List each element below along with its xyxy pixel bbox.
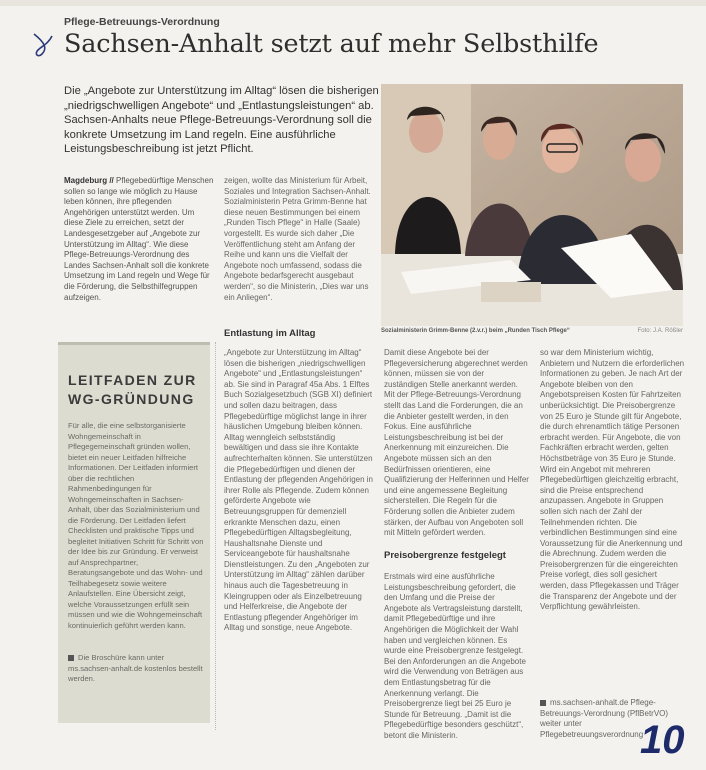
subheading-entlastung: Entlastung im Alltag xyxy=(224,328,316,339)
column-4-body: so war dem Ministerium wichtig, Anbietern und Nutzern die erforderlichen Informationen zu geben. Je nach Art der Angebote bleiben von den Angebotspreisen Kosten für Fahrtzeiten unberücksichtigt. Die Preisobergrenze von 25 Euro je Stunde gilt für Angebote, die durch ehrenamtlich tätige Personen erbracht werden. Für Angebote, die von Fachkräften erbracht werden, gelten Höchstbeträge von 35 Euro je Stunde. Wird ein Angebot mit mehreren Pflegebedürftigen gleichzeitig erbracht, sind die Preise entsprechend anzupassen. Angebote in Gruppen sollen sich nach der Zahl der Teilnehmenden richten. Die verbindlichen Bestimmungen sind eine Voraussetzung für die Anerkennung und die Abrechnung. Zudem werden die Preisobergrenzen für die eingereichten Preise vorlegt, dies soll gesichert werden, dass Pflegekassen und Träger die Transparenz der Angebote und der Verpflichtung gewährleisten. xyxy=(540,348,685,612)
sidebar-link-text: Die Broschüre kann unter ms.sachsen-anhalt.de kostenlos bestellt werden. xyxy=(68,653,203,683)
column-3-body-2: Erstmals wird eine ausführliche Leistungsbeschreibung gefordert, die den Umfang und die Preise der Angebote als Vertragsleistung darstellt, damit Pflegebedürftige und ihre Angehörigen die Möglichkeit der Wahl haben und vergleichen können. Es wurde eine Preisobergrenze festgelegt. Bei den Anforderungen an die Angebote wird die Verwendung von Beträgen aus dem Entlastungsbetrag für die Anerkennung verlangt. Die Preisobergrenze liegt bei 25 Euro je Stunde für Betreuung. „Damit ist die Pflegebedürftige besonders geschützt“, betont die Ministerin. xyxy=(384,572,526,740)
hook-icon xyxy=(30,30,58,60)
lead-text: Pflegebedürftige Menschen sollen so lange wie möglich zu Hause leben können, ihre pflegenden Angehörigen unterstützt werden. Um diese Ziele zu erreichen, setzt der Landesgesetzgeber auf „Angebote zur Unterstützung im Alltag“. Wie diese Pflege-Betreuungs-Verordnung des Landes Sachsen-Anhalt soll die konkrete Umsetzung im Land regeln und Wege für die Förderung, die Selbsthilfegruppen aufzeigen. xyxy=(64,176,214,302)
bullet-icon xyxy=(540,700,546,706)
kicker: Pflege-Betreuungs-Verordnung xyxy=(64,16,220,28)
column-4-link-text: ms.sachsen-anhalt.de Pflege-Betreuungs-Verordnung (PflBetrVO) weiter unter Pflegebetreuungsverordnung xyxy=(540,698,669,739)
sidebar-link xyxy=(68,653,204,685)
lead-paragraph xyxy=(64,176,214,303)
page-number: 10 xyxy=(640,718,685,762)
photo-caption-text: Sozialministerin Grimm-Benne (2.v.r.) beim „Runden Tisch Pflege“ xyxy=(381,328,570,334)
column-2-body: „Angebote zur Unterstützung im Alltag“ lösen die bisherigen „niedrigschwelligen Angebote“ und „Entlastungsleistungen“ ab. Sie sind in Paragraf 45a Abs. 1 Elftes Buch Sozialgesetzbuch (SGB XI) definiert und sollen dazu beitragen, dass Pflegebedürftige möglichst lange in ihrer häuslichen Umgebung bleiben können. Alltag wenngleich selbstständig bewältigen und dass sie ihre Kontakte aufrechterhalten können. Sie unterstützen die Pflegebedürftigen und dienen der Entlastung der pflegenden Angehörigen in ihrer Rolle als Pflegende. Zudem können geförderte Angebote wie Betreuungsgruppen für demenziell erkrankte Menschen dazu, einen Pflegebedürftigen Alltagsbegleitung, Haushaltsnahe Dienste und Serviceangebote für haushaltsnahe Dienstleistungen. Zu den „Angeboten zur Unterstützung im Alltag“ zählen darüber hinaus auch die Tagesbetreuung in Kleingruppen oder als Einzelbetreuung und Helferkreise, die Angebote der Entlastung pflegender Angehöriger im Alltag und sonstige, neue Angebote. xyxy=(224,348,374,633)
dateline: Magdeburg // xyxy=(64,176,114,185)
photo-caption xyxy=(381,328,683,334)
column-2-top: zeigen, wollte das Ministerium für Arbeit, Soziales und Integration Sachsen-Anhalt. Sozialministerin Petra Grimm-Benne hat diese neuen Bestimmungen bei einem „Runden Tisch Pflege“ in Halle (Saale) vorgestellt. Es wurde sich daher „Die Veröffentlichung steht am Anfang der Reihe und kann uns die Vielfalt der Angebote noch umfassend, sodass die Angebote bedarfsgerecht ausgebaut werden“, so die Ministerin, „Dies war uns ein Anliegen“. xyxy=(224,176,371,302)
sidebar-box xyxy=(58,342,210,723)
headline: Sachsen-Anhalt setzt auf mehr Selbsthilfe xyxy=(64,29,599,59)
column-3-body: Damit diese Angebote bei der Pflegeversicherung abgerechnet werden können, müssen sie von der zuständigen Stelle anerkannt werden. Mit der Pflege-Betreuungs-Verordnung stellt das Land die Forderungen, die an die Anbieter gestellt werden, in den Fokus. Eine ausführliche Leistungsbeschreibung ist bei der Anerkennung mit einzureichen. Die Angebote müssen sich an den Bedürfnissen orientieren, eine Qualifizierung der Helferinnen und Helfer und eine angemessene Begleitung sicherstellen. Die Regeln für die Förderung sollen die Anbieter zudem stärken, der Aufbau von Angeboten soll mit Mitteln gefördert werden. xyxy=(384,348,529,538)
meeting-photo xyxy=(381,84,683,326)
scan-edge xyxy=(0,0,706,6)
subheading-preisobergrenze: Preisobergrenze festgelegt xyxy=(384,550,506,561)
bullet-icon xyxy=(68,655,74,661)
sidebar-title: LEITFADEN ZUR WG-GRÜNDUNG xyxy=(68,372,197,407)
photo-credit: Foto: J.A. Rößler xyxy=(637,328,683,334)
intro-paragraph: Die „Angebote zur Unterstützung im Alltag“ lösen die bisherigen „niedrigschwelligen Angebote“ und „Entlastungsleistungen“ ab. Sachsen-Anhalts neue Pflege-Betreuungs-Verordnung soll die konkrete Umsetzung im Land regeln. Eine ausführliche Leistungsbeschreibung ist jetzt Pflicht. xyxy=(64,85,379,156)
column-divider xyxy=(215,342,217,730)
sidebar-text: Für alle, die eine selbstorganisierte Wohngemeinschaft in Pflegegemeinschaft gründen wollen, bietet ein neuer Leitfaden hilfreiche Informationen. Der Leitfaden informiert über die rechtlichen Rahmenbedingungen für Wohngemeinschaften in Sachsen-Anhalt, über das Sozialministerium und die Förderung. Der Leitfaden liefert Checklisten und praktische Tipps und begleitet Initiativen Schritt für Schritt von der Idee bis zur Gründung. Er verweist auf Ansprechpartner, Beratungsangebote und das Wohn- und Teilhabegesetz sowie weitere Anlaufstellen. Eine Übersicht zeigt, welche Voraussetzungen erfüllt sein müssen und wie die Wohngemeinschaft kontinuierlich geführt werden kann. xyxy=(68,421,204,630)
